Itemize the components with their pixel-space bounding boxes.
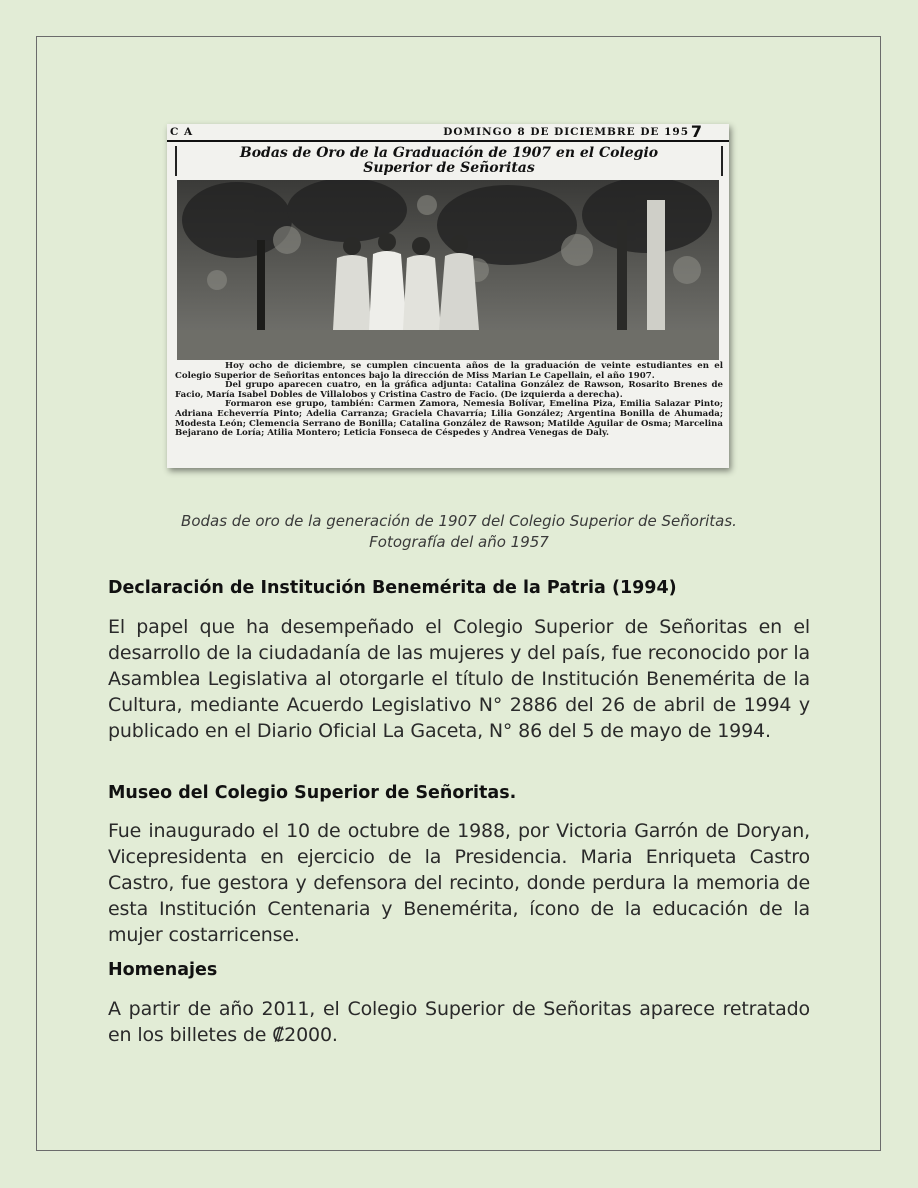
section-heading-museum: Museo del Colegio Superior de Señoritas. [108, 783, 517, 803]
section-heading-declaration: Declaración de Institución Benemérita de la Patria (1994) [108, 578, 677, 598]
clipping-title-line1: Bodas de Oro de la Graduación de 1907 en el Colegio [239, 145, 659, 161]
clipping-handwritten-mark: 7 [690, 124, 703, 141]
clipping-paragraph: Del grupo aparecen cuatro, en la gráfica adjunta: Catalina González de Rawson, Rosarito Brenes de Facio, María Isabel Dobles de Villalobos y Cristina Castro de Facio. (De izquierda a derecha). [175, 380, 723, 400]
clipping-article-text [175, 362, 723, 439]
section-body-museum: Fue inaugurado el 10 de octubre de 1988, por Victoria Garrón de Doryan, Vicepresidenta en ejercicio de la Presidencia. Maria Enriqueta Castro Castro, fue gestora y defensora del recinto, donde perdura la memoria de esta Institución Centenaria y Benemérita, ícono de la educación de la mujer costarricense. [108, 820, 810, 946]
caption-line2: Fotografía del año 1957 [369, 533, 549, 551]
caption-line1: Bodas de oro de la generación de 1907 del Colegio Superior de Señoritas. [181, 512, 737, 530]
newspaper-clipping [167, 124, 729, 468]
section-body-homenajes: A partir de año 2011, el Colegio Superior de Señoritas aparece retratado en los billetes de ₡2000. [108, 998, 810, 1046]
section-body-declaration: El papel que ha desempeñado el Colegio Superior de Señoritas en el desarrollo de la ciudadanía de las mujeres y del país, fue reconocido por la Asamblea Legislativa al otorgarle el título de Institución Benemérita de la Cultura, mediante Acuerdo Legislativo N° 2886 del 26 de abril de 1994 y publicado en el Diario Oficial La Gaceta, N° 86 del 5 de mayo de 1994. [108, 616, 810, 742]
clipping-header-left: C A [170, 126, 194, 138]
photo-caption [108, 511, 810, 553]
clipping-title-line2: Superior de Señoritas [363, 160, 535, 176]
clipping-date: DOMINGO 8 DE DICIEMBRE DE 195 [443, 126, 689, 138]
clipping-title [175, 146, 723, 176]
clipping-header [167, 124, 729, 142]
section-heading-homenajes: Homenajes [108, 960, 218, 980]
clipping-paragraph: Hoy ocho de diciembre, se cumplen cincuenta años de la graduación de veinte estudiantes en el Colegio Superior de Señoritas entonces bajo la dirección de Miss Marian Le Capellain, el año 1907. [175, 361, 723, 381]
clipping-paragraph: Formaron ese grupo, también: Carmen Zamora, Nemesia Bolívar, Emelina Piza, Emilia Salazar Pinto; Adriana Echeverría Pinto; Adelia Carranza; Graciela Chavarría; Lilia González; Argentina Bonilla de Ahumada; Modesta León; Clemencia Serrano de Bonilla; Catalina González de Rawson; Matilde Aguilar de Osma; Marcelina Bejarano de Loría; Atilia Montero; Leticia Fonseca de Céspedes y Andrea Venegas de Daly. [175, 399, 723, 439]
